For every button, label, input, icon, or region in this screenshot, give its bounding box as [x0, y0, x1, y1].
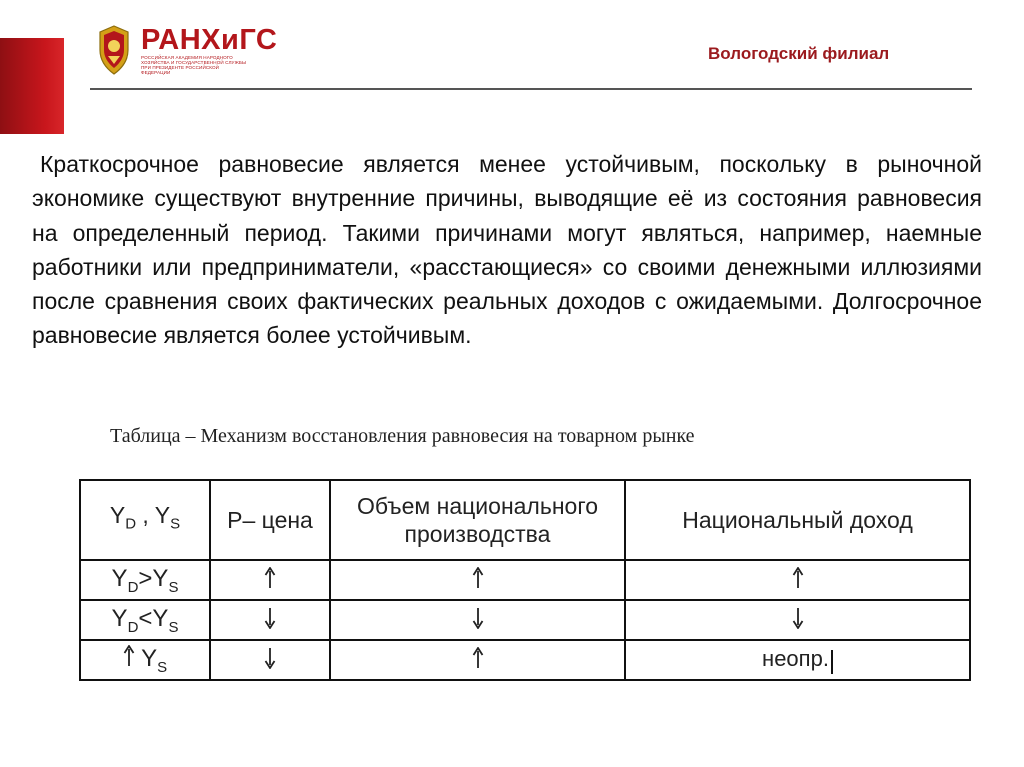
arrow-down-icon: [792, 607, 804, 634]
arrow-down-icon: [472, 607, 484, 634]
output-cell: [330, 560, 625, 600]
table-row: [80, 560, 970, 600]
income-undetermined: неопр.: [762, 646, 829, 672]
arrow-up-icon: [472, 647, 484, 674]
income-cell: [625, 640, 970, 680]
header-divider: [90, 88, 972, 90]
arrow-up-icon: [472, 567, 484, 594]
table-caption: Таблица – Механизм восстановления равновесия на товарном рынке: [110, 425, 695, 447]
arrow-down-icon: [264, 647, 276, 674]
red-accent-bar: [0, 38, 64, 134]
header-yd-ys: $Y_D$ , $Y_S$: [80, 480, 210, 560]
income-cell: [625, 600, 970, 640]
income-cell: [625, 560, 970, 600]
table-row: [80, 640, 970, 680]
logo: [95, 24, 277, 76]
row-label: $Y_S$: [80, 640, 210, 680]
table-row: [80, 600, 970, 640]
body-paragraph: Краткосрочное равновесие является менее устойчивым, поскольку в рыночной экономике существуют внутренние причины, выводящие её из состояния равновесия на определенный период. Такими причинами могут являться, например, наемные работники или предприниматели, «расстающиеся» со своими денежными иллюзиями после сравнения своих фактических реальных доходов с ожидаемыми. Долгосрочное равновесие является более устойчивым.: [32, 151, 982, 349]
header-output: Объем национального производства: [330, 480, 625, 560]
output-cell: [330, 600, 625, 640]
header-income: Национальный доход: [625, 480, 970, 560]
arrow-up-icon: [264, 567, 276, 594]
header-price: P– цена: [210, 480, 330, 560]
equilibrium-table: [79, 479, 971, 681]
logo-subtitle: РОССИЙСКАЯ АКАДЕМИЯ НАРОДНОГО ХОЗЯЙСТВА И ГОСУДАРСТВЕННОЙ СЛУЖБЫ ПРИ ПРЕЗИДЕНТЕ РОССИЙСКОЙ ФЕДЕРАЦИИ: [141, 54, 247, 76]
arrow-down-icon: [264, 607, 276, 634]
arrow-up-icon: [123, 645, 135, 674]
arrow-up-icon: [792, 567, 804, 594]
logo-name: РАНХиГС: [141, 23, 278, 56]
row-label: $Y_D<Y_S$: [80, 600, 210, 640]
branch-title: Вологодский филиал: [708, 44, 890, 63]
price-cell: [210, 600, 330, 640]
cursor-mark: [831, 650, 833, 674]
output-cell: [330, 640, 625, 680]
row-label: $Y_D>Y_S$: [80, 560, 210, 600]
price-cell: [210, 560, 330, 600]
table-header-row: [80, 480, 970, 560]
price-cell: [210, 640, 330, 680]
emblem-icon: [95, 24, 133, 76]
